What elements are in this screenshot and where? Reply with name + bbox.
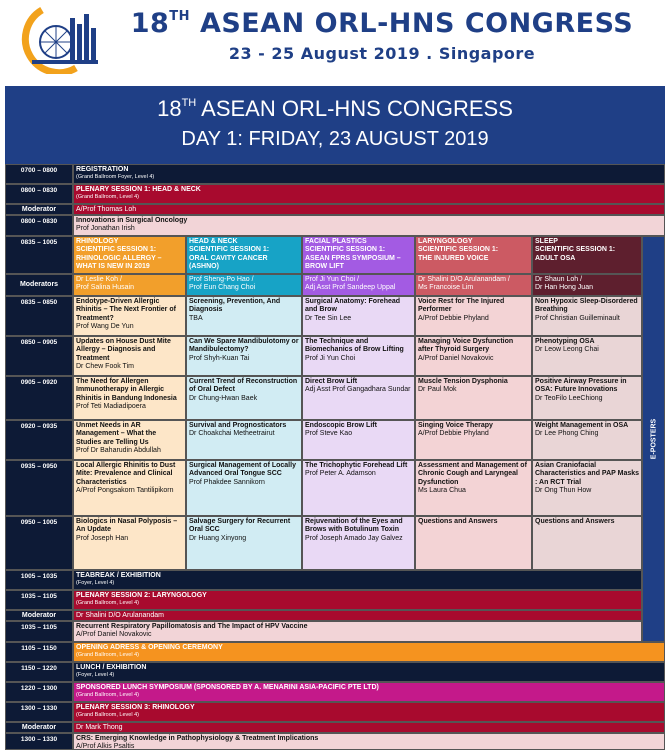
talk-speaker: Dr Leow Leong Chai <box>535 346 599 354</box>
talk-speaker: Dr Lee Phong Ching <box>535 430 599 438</box>
talk-speaker: Prof Teti Madiadipoera <box>76 402 146 410</box>
moderator-label: Moderator <box>5 204 73 215</box>
talk-title: Screening, Prevention, And Diagnosis <box>189 298 281 314</box>
congress-title: 18TH ASEAN ORL-HNS CONGRESS <box>130 8 634 39</box>
registration-row <box>73 164 665 184</box>
talk-speaker: Adj Asst Prof Gangadhara Sundar <box>305 386 411 394</box>
talk-title: The Technique and Biomechanics of Brow Lifting <box>305 338 404 354</box>
day-banner <box>5 86 665 164</box>
time-cell: 0905 – 0920 <box>5 376 73 420</box>
talk-speaker: Dr TeoFilo LeeChiong <box>535 394 603 402</box>
head-neck-moderators <box>186 274 302 296</box>
laryngology-talk <box>415 516 532 570</box>
head-neck-talk <box>186 376 302 420</box>
row-venue: (Grand Ballroom, Level 4) <box>76 692 139 699</box>
moderator-name: Prof Salina Husain <box>76 284 134 292</box>
rhinology-talk <box>73 516 186 570</box>
facial-plastics-session-header <box>302 236 415 274</box>
talk-speaker: A/Prof Daniel Novakovic <box>418 354 494 362</box>
time-cell: 0700 – 0800 <box>5 164 73 184</box>
sleep-talk <box>532 460 642 516</box>
time-cell: 0920 – 0935 <box>5 420 73 460</box>
talk-speaker: Prof Ji Yun Choi <box>305 354 356 362</box>
talk-title: Biologics in Nasal Polyposis – An Update <box>76 518 178 534</box>
talk-title: Can We Spare Mandibulotomy or Mandibulectomy? <box>189 338 299 354</box>
talk-speaker: Prof Phakdee Sannikorn <box>189 478 265 486</box>
session-label: SCIENTIFIC SESSION 1: <box>189 246 270 254</box>
congress-logo-icon <box>12 4 104 74</box>
time-cell: 0935 – 0950 <box>5 460 73 516</box>
laryngology-talk <box>415 296 532 336</box>
track-name: FACIAL PLASTICS <box>305 238 367 245</box>
row-venue: (Foyer, Level 4) <box>76 672 115 679</box>
talk-title: Current Trend of Reconstruction of Oral Defect <box>189 378 298 394</box>
moderator-name: Adj Asst Prof Sandeep Uppal <box>305 284 396 292</box>
talk-title: Local Allergic Rhinitis to Dust Mite: Prevalence and Clinical Characteristics <box>76 462 176 486</box>
talk-title: Surgical Management of Locally Advanced Oral Tongue SCC <box>189 462 296 478</box>
rhinology-moderators <box>73 274 186 296</box>
time-cell: 1035 – 1105 <box>5 621 73 642</box>
time-cell: 1300 – 1330 <box>5 702 73 722</box>
talk-speaker: Prof Joseph Amado Jay Galvez <box>305 534 403 542</box>
talk-title: The Need for Allergen Immunotherapy in Allergic Rhinitis in Bandung Indonesia <box>76 378 177 402</box>
talk-row <box>73 215 665 236</box>
talk-title: Rejuvenation of the Eyes and Brows with Botulinum Toxin <box>305 518 403 534</box>
track-name: SLEEP <box>535 238 558 245</box>
time-cell: 1105 – 1150 <box>5 642 73 662</box>
row-title: OPENING ADRESS & OPENING CEREMONY <box>76 644 223 651</box>
page-header <box>0 0 670 80</box>
talk-title: Phenotyping OSA <box>535 338 595 345</box>
talk-title: Muscle Tension Dysphonia <box>418 378 508 385</box>
talk-title: Voice Rest for The Injured Performer <box>418 298 505 314</box>
facial-plastics-moderators <box>302 274 415 296</box>
row-venue: (Grand Ballroom, Level 4) <box>76 712 139 719</box>
talk-speaker: Dr Paul Mok <box>418 386 457 394</box>
session-label: SCIENTIFIC SESSION 1: <box>418 246 499 254</box>
moderator-name: Dr Mark Thong <box>73 722 665 733</box>
talk-title: Surgical Anatomy: Forehead and Brow <box>305 298 401 314</box>
head-neck-talk <box>186 296 302 336</box>
sleep-talk <box>532 336 642 376</box>
session-label: SCIENTIFIC SESSION 1: <box>305 246 386 254</box>
time-cell: 0835 – 0850 <box>5 296 73 336</box>
time-cell: 1300 – 1330 <box>5 733 73 750</box>
laryngology-moderators <box>415 274 532 296</box>
laryngology-talk <box>415 376 532 420</box>
row-title: PLENARY SESSION 2: LARYNGOLOGY <box>76 592 207 599</box>
talk-title: Innovations in Surgical Oncology <box>76 217 188 224</box>
rhinology-talk <box>73 376 186 420</box>
sleep-talk <box>532 376 642 420</box>
talk-title: Endotype-Driven Allergic Rhinitis – The Next Frontier of Treatment? <box>76 298 176 322</box>
time-cell: 1005 – 1035 <box>5 570 73 590</box>
track-name: HEAD & NECK <box>189 238 238 245</box>
session-topic: ADULT OSA <box>535 254 576 262</box>
plenary-session-row <box>73 184 665 204</box>
time-cell: 1150 – 1220 <box>5 662 73 682</box>
talk-speaker: Prof Wang De Yun <box>76 322 134 330</box>
sleep-moderators <box>532 274 642 296</box>
row-venue: (Grand Ballroom Foyer, Level 4) <box>76 174 155 181</box>
congress-dates: 23 - 25 August 2019 . Singapore <box>228 44 536 63</box>
moderator-name: A/Prof Thomas Loh <box>73 204 665 215</box>
talk-speaker: Ms Laura Chua <box>418 486 466 494</box>
sleep-session-header <box>532 236 642 274</box>
talk-title: Recurrent Respiratory Papillomatosis and The Impact of HPV Vaccine <box>76 623 308 630</box>
moderator-name: Prof Ji Yun Choi / <box>305 276 359 283</box>
rhinology-talk <box>73 460 186 516</box>
row-title: LUNCH / EXHIBITION <box>76 664 147 671</box>
row-title: TEABREAK / EXHIBITION <box>76 572 161 579</box>
head-neck-talk <box>186 336 302 376</box>
rhinology-session-header <box>73 236 186 274</box>
talk-speaker: A/Prof Alkis Psaltis <box>76 743 135 750</box>
talk-title: Questions and Answers <box>418 518 498 525</box>
talk-speaker: A/Prof Debbie Phyland <box>418 314 489 322</box>
talk-title: Singing Voice Therapy <box>418 422 493 429</box>
talk-speaker: Prof Joseph Han <box>76 534 129 542</box>
talk-speaker: Prof Shyh-Kuan Tai <box>189 354 250 362</box>
talk-speaker: Dr Choakchai Metheetrairut <box>189 430 275 438</box>
talk-speaker: Dr Chew Fook Tim <box>76 362 134 370</box>
session-topic: RHINOLOGIC ALLERGY – WHAT IS NEW IN 2019 <box>76 254 162 270</box>
facial-plastics-talk <box>302 376 415 420</box>
talk-title: Direct Brow Lift <box>305 378 358 385</box>
talk-row <box>73 621 642 642</box>
eposters-label: E-POSTERS <box>650 418 657 460</box>
talk-title: The Trichophytic Forehead Lift <box>305 462 408 469</box>
talk-speaker: Dr Tee Sin Lee <box>305 314 352 322</box>
moderator-name: Prof Eun Chang Choi <box>189 284 256 292</box>
talk-title: Questions and Answers <box>535 518 615 525</box>
sleep-talk <box>532 516 642 570</box>
talk-speaker: A/Prof Pongsakorn Tantilipikorn <box>76 486 174 494</box>
time-cell: 1035 – 1105 <box>5 590 73 610</box>
talk-speaker: Dr Ong Thun How <box>535 486 592 494</box>
head-neck-talk <box>186 516 302 570</box>
facial-plastics-talk <box>302 516 415 570</box>
row-venue: (Grand Ballroom, Level 4) <box>76 652 139 659</box>
talk-speaker: TBA <box>189 314 203 322</box>
moderator-name: Dr Leslie Koh / <box>76 276 122 283</box>
time-cell: 1220 – 1300 <box>5 682 73 702</box>
moderator-label: Moderator <box>5 722 73 733</box>
talk-title: CRS: Emerging Knowledge in Pathophysiology & Treatment Implications <box>76 735 319 742</box>
moderator-name: Dr Han Hong Juan <box>535 284 593 292</box>
moderator-name: Dr Shaun Loh / <box>535 276 583 283</box>
session-label: SCIENTIFIC SESSION 1: <box>535 246 616 254</box>
talk-speaker: A/Prof Daniel Novakovic <box>76 631 152 639</box>
row-title: PLENARY SESSION 3: RHINOLOGY <box>76 704 195 711</box>
row-venue: (Foyer, Level 4) <box>76 580 115 587</box>
rhinology-talk <box>73 420 186 460</box>
talk-title: Non Hypoxic Sleep-Disordered Breathing <box>535 298 638 314</box>
sponsored-symposium-row <box>73 682 665 702</box>
time-cell: 0835 – 1005 <box>5 236 73 274</box>
time-cell: 0950 – 1005 <box>5 516 73 570</box>
sleep-talk <box>532 420 642 460</box>
plenary-session-row <box>73 590 642 610</box>
laryngology-talk <box>415 460 532 516</box>
talk-row <box>73 733 665 750</box>
teabreak-row <box>73 570 642 590</box>
schedule-table <box>5 164 665 750</box>
session-topic: THE INJURED VOICE <box>418 254 489 262</box>
moderator-name: Ms Francoise Lim <box>418 284 474 292</box>
time-cell: 0800 – 0830 <box>5 184 73 204</box>
moderator-name: Dr Shalini D/O Arulanandam / <box>418 276 510 283</box>
head-neck-session-header <box>186 236 302 274</box>
eposters-column <box>642 236 665 642</box>
row-title: PLENARY SESSION 1: HEAD & NECK <box>76 186 201 193</box>
talk-title: Survival and Prognosticators <box>189 422 287 429</box>
rhinology-talk <box>73 296 186 336</box>
facial-plastics-talk <box>302 420 415 460</box>
talk-speaker: Dr Huang Xinyong <box>189 534 247 542</box>
talk-speaker: A/Prof Debbie Phyland <box>418 430 489 438</box>
head-neck-talk <box>186 460 302 516</box>
talk-title: Unmet Needs in AR Management – What the Studies are Telling Us <box>76 422 157 446</box>
head-neck-talk <box>186 420 302 460</box>
time-cell: 0800 – 0830 <box>5 215 73 236</box>
talk-title: Managing Voice Dysfunction after Thyroid Surgery <box>418 338 514 354</box>
laryngology-talk <box>415 420 532 460</box>
banner-day: DAY 1: FRIDAY, 23 AUGUST 2019 <box>181 128 489 150</box>
talk-title: Endoscopic Brow Lift <box>305 422 377 429</box>
moderator-label: Moderator <box>5 610 73 621</box>
track-name: RHINOLOGY <box>76 238 119 245</box>
session-topic: ASEAN FPRS SYMPOSIUM – BROW LIFT <box>305 254 401 270</box>
plenary-session-row <box>73 702 665 722</box>
talk-speaker: Dr Chung-Hwan Baek <box>189 394 258 402</box>
moderator-name: Prof Sheng-Po Hao / <box>189 276 254 283</box>
laryngology-session-header <box>415 236 532 274</box>
moderators-label: Moderators <box>5 274 73 296</box>
talk-title: Positive Airway Pressure in OSA: Future Innovations <box>535 378 627 394</box>
talk-title: Assessment and Management of Chronic Cough and Laryngeal Dysfunction <box>418 462 527 486</box>
talk-title: Updates on House Dust Mite Allergy – Diagnosis and Treatment <box>76 338 171 362</box>
talk-speaker: Prof Dr Baharudin Abdullah <box>76 446 161 454</box>
facial-plastics-talk <box>302 336 415 376</box>
talk-title: Asian Craniofacial Characteristics and PAP Masks : An RCT Trial <box>535 462 640 486</box>
sleep-talk <box>532 296 642 336</box>
session-topic: ORAL CAVITY CANCER (ASHNO) <box>189 254 268 270</box>
talk-speaker: Prof Christian Guilleminault <box>535 314 620 322</box>
facial-plastics-talk <box>302 460 415 516</box>
moderator-name: Dr Shalini D/O Arulanandam <box>73 610 642 621</box>
banner-title: 18TH ASEAN ORL-HNS CONGRESS <box>157 96 513 121</box>
talk-speaker: Prof Steve Kao <box>305 430 353 438</box>
opening-ceremony-row <box>73 642 665 662</box>
laryngology-talk <box>415 336 532 376</box>
talk-title: Weight Management in OSA <box>535 422 629 429</box>
row-title: SPONSORED LUNCH SYMPOSIUM (SPONSORED BY A. MENARINI ASIA-PACIFIC PTE LTD) <box>76 684 379 691</box>
talk-title: Salvage Surgery for Recurrent Oral SCC <box>189 518 291 534</box>
rhinology-talk <box>73 336 186 376</box>
lunch-row <box>73 662 665 682</box>
session-label: SCIENTIFIC SESSION 1: <box>76 246 157 254</box>
talk-speaker: Prof Peter A. Adamson <box>305 470 376 478</box>
row-venue: (Grand Ballroom, Level 4) <box>76 194 139 201</box>
row-title: REGISTRATION <box>76 166 129 173</box>
facial-plastics-talk <box>302 296 415 336</box>
talk-speaker: Prof Jonathan Irish <box>76 225 135 233</box>
time-cell: 0850 – 0905 <box>5 336 73 376</box>
row-venue: (Grand Ballroom, Level 4) <box>76 600 139 607</box>
track-name: LARYNGOLOGY <box>418 238 473 245</box>
